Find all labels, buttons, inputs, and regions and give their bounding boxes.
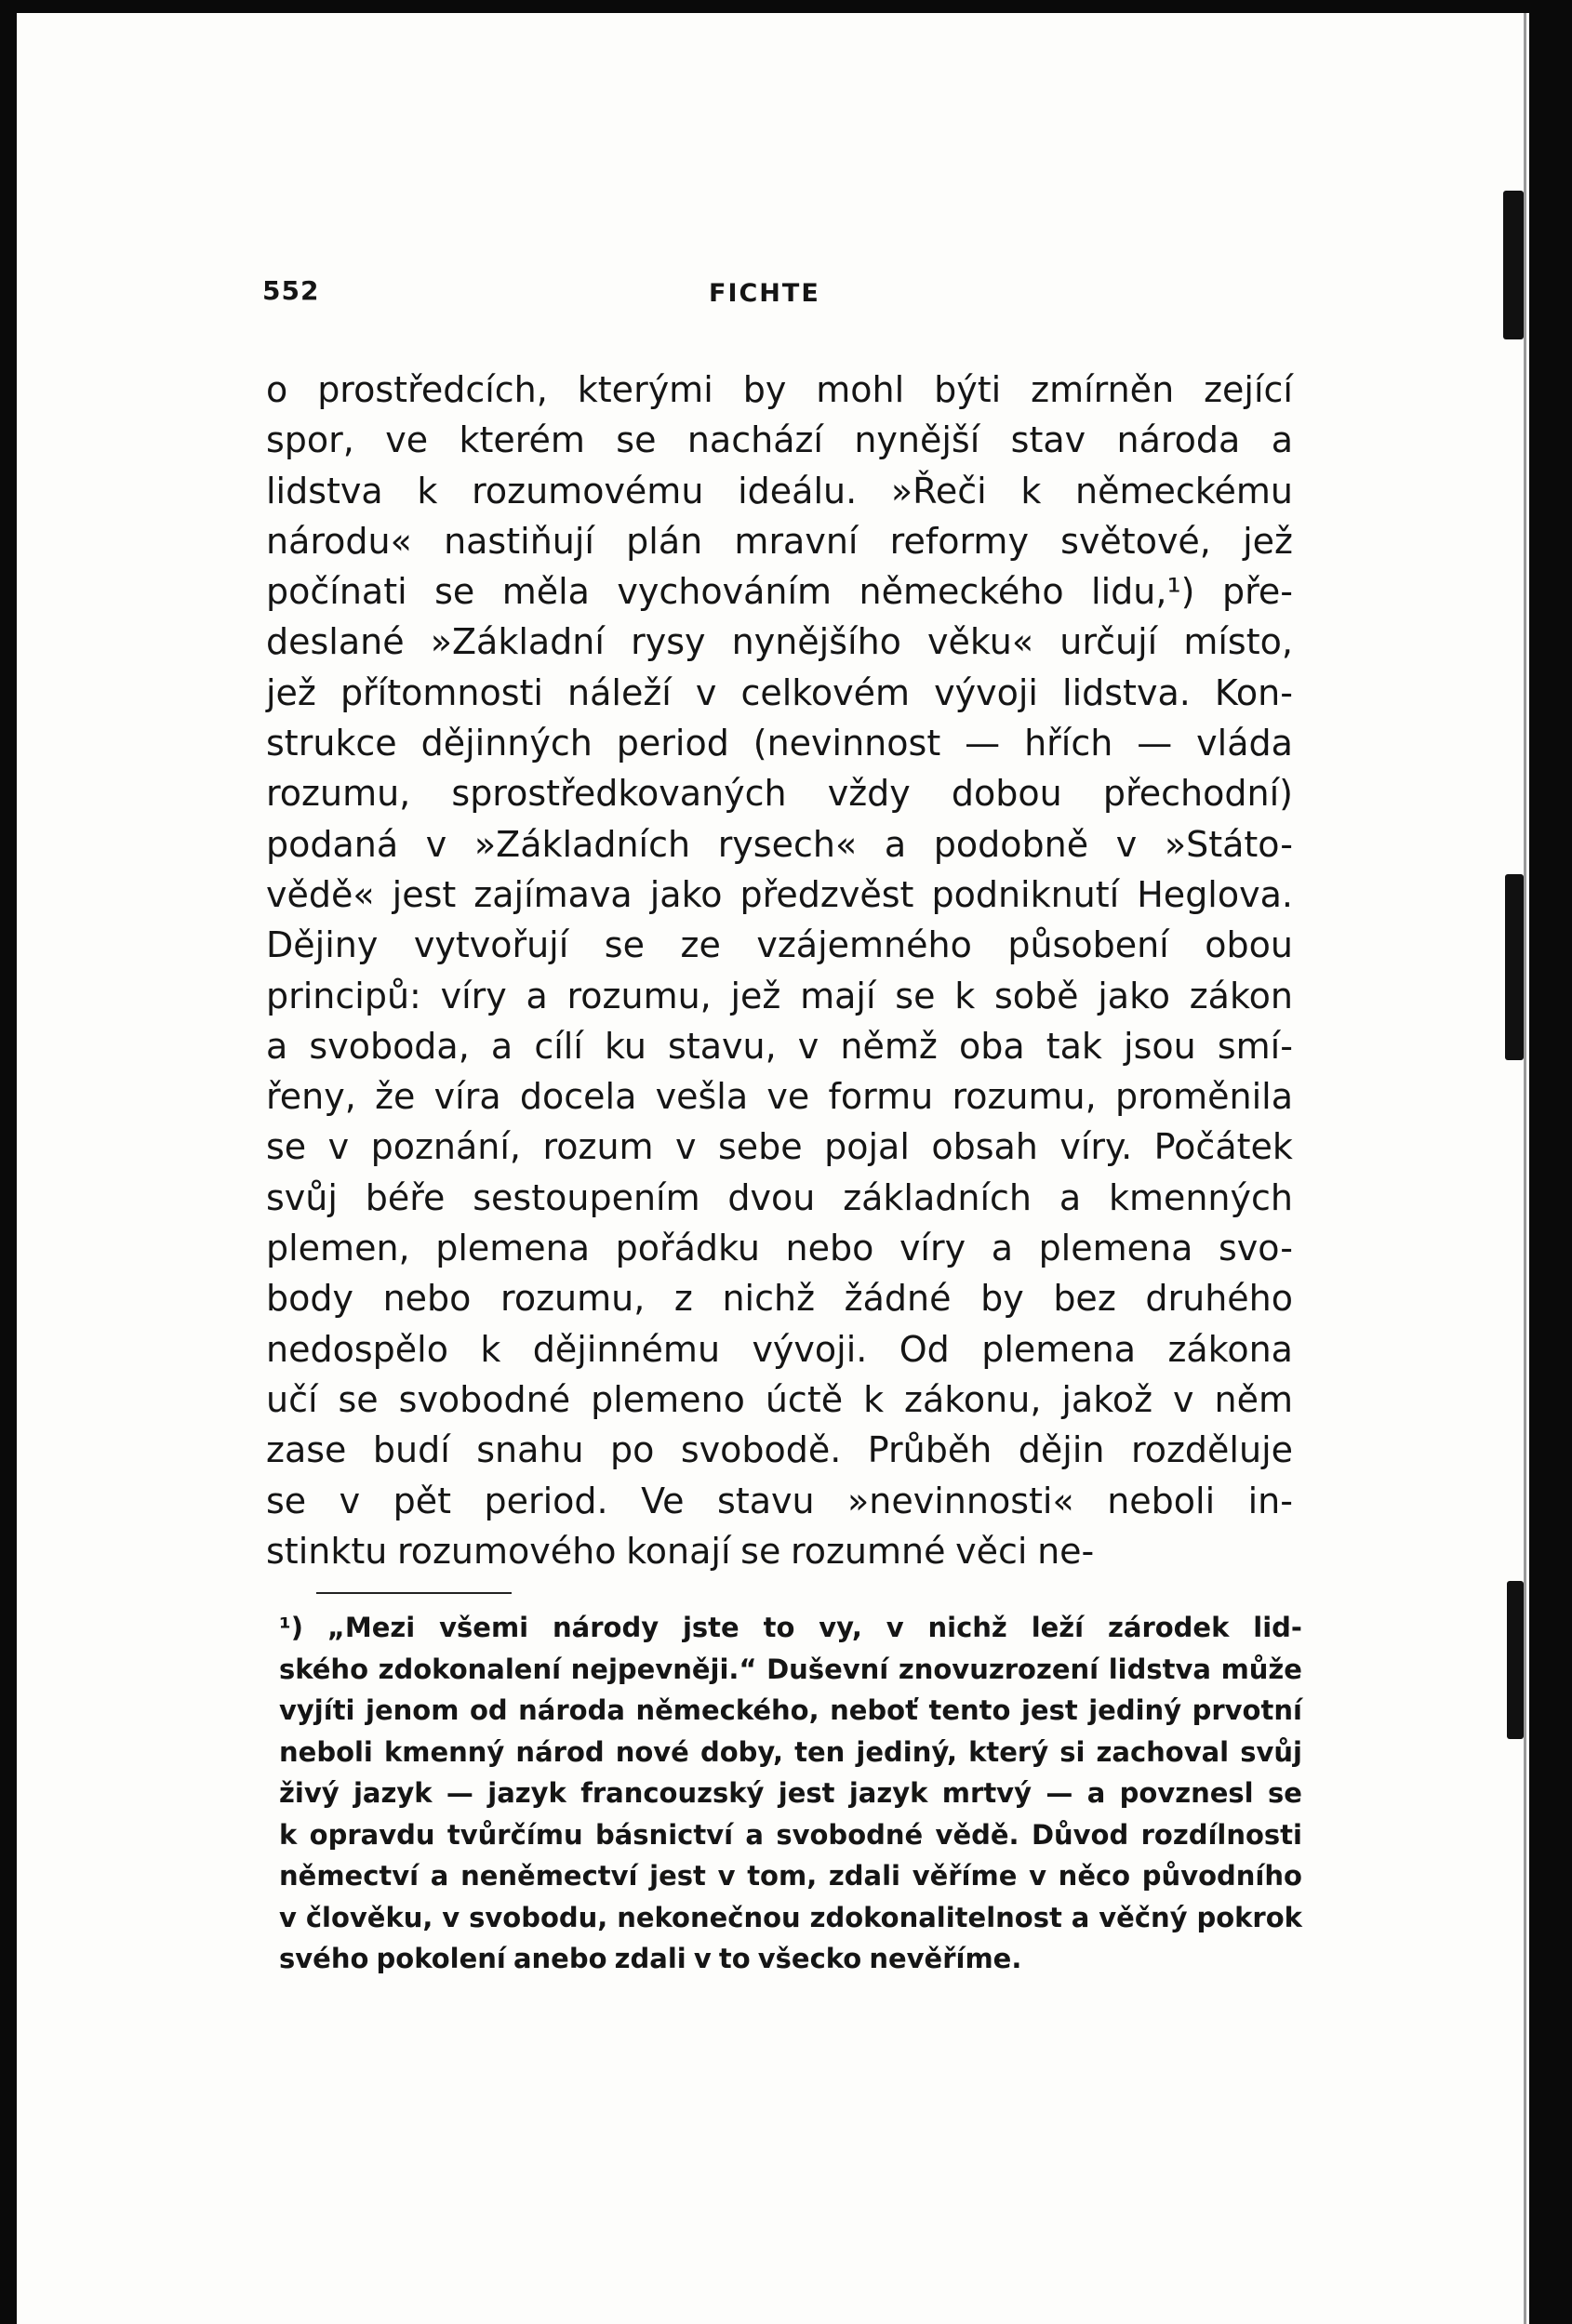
text-line: učí se svobodné plemeno úctě k zákonu, jakož v něm bbox=[266, 1378, 1293, 1420]
scan-edge-left bbox=[0, 0, 17, 2324]
footnote-line: v člověku, v svobodu, nekonečnou zdokonalitelnost a věčný pokrok bbox=[279, 1901, 1302, 1933]
text-line: a svoboda, a cílí ku stavu, v němž oba tak jsou smí- bbox=[266, 1025, 1293, 1067]
footnote-line: ¹) „Mezi všemi národy jste to vy, v nichž leží zárodek lid- bbox=[279, 1612, 1302, 1643]
text-line: spor, ve kterém se nachází nynější stav národa a bbox=[266, 419, 1293, 461]
scan-ink-mark bbox=[1503, 191, 1524, 339]
page-number: 552 bbox=[262, 275, 320, 306]
scan-edge-top bbox=[0, 0, 1572, 13]
text-line: rozumu, sprostředkovaných vždy dobou přechodní) bbox=[266, 773, 1293, 815]
text-line: body nebo rozumu, z nichž žádné by bez druhého bbox=[266, 1278, 1293, 1320]
text-line: zase budí snahu po svobodě. Průběh dějin rozděluje bbox=[266, 1429, 1293, 1471]
text-line: řeny, že víra docela vešla ve formu rozumu, proměnila bbox=[266, 1076, 1293, 1118]
page-header bbox=[262, 275, 1295, 312]
text-line: stinktu rozumového konají se rozumné věci ne- bbox=[266, 1530, 1095, 1572]
scan-edge-right bbox=[1529, 0, 1572, 2324]
text-line: lidstva k rozumovému ideálu. »Řeči k německému bbox=[266, 470, 1293, 511]
text-line: se v poznání, rozum v sebe pojal obsah víry. Počátek bbox=[266, 1126, 1293, 1168]
text-line: národu« nastiňují plán mravní reformy světové, jež bbox=[266, 520, 1293, 562]
text-line: vědě« jest zajímava jako předzvěst podniknutí Heglova. bbox=[266, 873, 1293, 915]
footnotes bbox=[279, 1607, 1302, 1980]
footnote-divider bbox=[316, 1592, 512, 1594]
scan-ink-mark bbox=[1507, 1581, 1524, 1739]
text-line: Dějiny vytvořují se ze vzájemného působení obou bbox=[266, 924, 1293, 966]
footnote-line: vyjíti jenom od národa německého, neboť tento jest jediný prvotní bbox=[279, 1694, 1302, 1726]
footnote-line: ského zdokonalení nejpevněji.“ Duševní znovuzrození lidstva může bbox=[279, 1653, 1302, 1685]
footnote-line: svého pokolení anebo zdali v to všecko nevěříme. bbox=[279, 1943, 1022, 1974]
body-text bbox=[266, 365, 1293, 1576]
footnote-line: neboli kmenný národ nové doby, ten jediný, který si zachoval svůj bbox=[279, 1735, 1302, 1768]
text-line: podaná v »Základních rysech« a podobně v »Státo- bbox=[266, 823, 1293, 865]
footnote-line: němectví a neněmectví jest v tom, zdali věříme v něco původního bbox=[279, 1860, 1302, 1892]
text-line: nedospělo k dějinnému vývoji. Od plemena zákona bbox=[266, 1328, 1293, 1370]
footnote-line: k opravdu tvůrčímu básnictví a svobodné vědě. Důvod rozdílnosti bbox=[279, 1818, 1302, 1851]
footnote-line: živý jazyk — jazyk francouzský jest jazyk mrtvý — a povznesl se bbox=[279, 1777, 1302, 1809]
text-line: svůj béře sestoupením dvou základních a kmenných bbox=[266, 1176, 1293, 1218]
text-line: plemen, plemena pořádku nebo víry a plemena svo- bbox=[266, 1228, 1293, 1269]
text-line: strukce dějinných period (nevinnost — hřích — vláda bbox=[266, 723, 1293, 764]
text-line: počínati se měla vychováním německého lidu,¹) pře- bbox=[266, 571, 1293, 613]
scan-ink-mark bbox=[1505, 874, 1524, 1060]
scan-gutter-line bbox=[1524, 13, 1526, 2324]
text-line: jež přítomnosti náleží v celkovém vývoji lidstva. Kon- bbox=[266, 671, 1293, 713]
text-line: se v pět period. Ve stavu »nevinnosti« neboli in- bbox=[266, 1480, 1293, 1521]
text-line: principů: víry a rozumu, jež mají se k sobě jako zákon bbox=[266, 975, 1293, 1016]
running-head: FICHTE bbox=[709, 279, 820, 308]
text-line: deslané »Základní rysy nynějšího věku« určují místo, bbox=[266, 621, 1293, 663]
text-line: o prostředcích, kterými by mohl býti zmírněn zející bbox=[266, 369, 1293, 410]
